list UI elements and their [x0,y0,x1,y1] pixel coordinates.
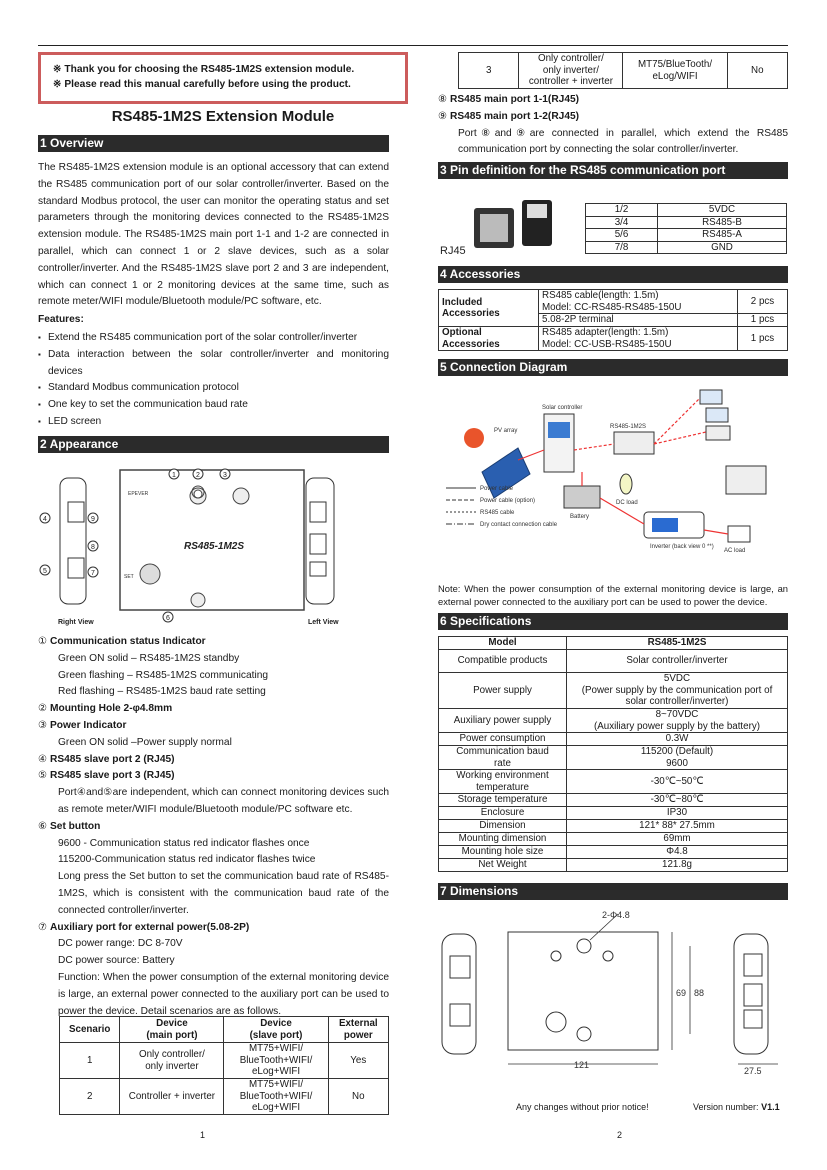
feature-item: ▪ One key to set the communication baud rate [38,397,389,414]
item-line: Port⑧and⑨are connected in parallel, which extend the RS485 communication port by connecting the solar controller/inverter. [458,127,788,156]
spec-label: Dimension [439,820,567,833]
accessory-qty: 1 pcs [738,327,788,351]
specifications-table [438,636,788,872]
scenario-cell: MT75+WIFI/ BlueTooth+WIFI/ eLog+WIFI [224,1043,328,1079]
battery-label: Battery [570,514,590,520]
version-info [693,1102,780,1112]
spec-label: Storage temperature [439,794,567,807]
top-rule [38,45,788,46]
spec-value: Φ4.8 [567,846,788,859]
scenario-header: Device (main port) [120,1017,224,1043]
dim-right-side [442,934,476,1054]
dc-load-label: DC load [616,500,638,506]
right-view-label: Right View [58,619,94,626]
pin-cell: 5VDC [658,204,787,217]
item-title: Mounting Hole 2-φ4.8mm [49,703,173,715]
solar-controller-label: Solar controller [542,405,583,411]
item-line: DC power range: DC 8-70V [58,938,183,950]
version-label: Version number: [693,1102,759,1112]
scenario-cell: No [727,53,787,89]
dim-mount-hole-top [577,939,591,953]
spec-value: 115200 (Default) 9600 [567,746,788,770]
scenario-cell: 3 [459,53,519,89]
set-button-icon [140,564,160,584]
item-line: Red flashing – RS485-1M2S baud rate setting [58,686,266,698]
item-line: 115200-Communication status red indicator flashes twice [58,854,316,866]
spec-value: 8~70VDC (Auxiliary power supply by the battery) [567,709,788,733]
scenario-cell: 2 [60,1079,120,1115]
document-title: RS485-1M2S Extension Module [111,108,335,125]
scenario-cell: No [328,1079,388,1115]
pin-cell: GND [658,241,787,254]
legend-label: RS485 cable [480,510,515,516]
section-specifications-heading: 6 Specifications [438,613,788,630]
spec-label: Net Weight [439,859,567,872]
page-number-2: 2 [617,1130,623,1140]
item-num: ① [38,636,48,647]
item-line: Green flashing – RS485-1M2S communicating [58,669,269,681]
rj45-label: RJ45 [440,245,466,257]
scenario-header: Device (slave port) [224,1017,328,1043]
item-title: Communication status Indicator [49,636,206,647]
scenario-table-part1 [59,1016,389,1115]
spec-value: 5VDC (Power supply by the communication port of solar controller/inverter) [567,673,788,709]
pin-cell: 1/2 [586,204,658,217]
dim-hole-label: 2-Φ4.8 [602,910,630,920]
callout-9: 9 [91,516,95,523]
mounting-hole-icon [191,593,205,607]
spec-value: 121.8g [567,859,788,872]
spec-label: Power consumption [439,733,567,746]
pc-icon [706,426,730,440]
section-pin-heading: 3 Pin definition for the RS485 communication port [438,162,788,179]
accessory-qty: 2 pcs [738,290,788,314]
feature-item: ▪ Extend the RS485 communication port of the solar controller/inverter [38,330,389,347]
callout-6: 6 [166,615,170,622]
module-label: RS485-1M2S [610,424,647,430]
accessory-item: 5.08-2P terminal [539,314,738,327]
dim-mount-hole-bottom [577,1027,591,1041]
section-accessories-heading: 4 Accessories [438,266,788,283]
item-num: ⑧ [438,94,448,105]
battery-icon [564,486,600,508]
legend-label: Power cable (option) [480,498,536,504]
item-num: ④ [38,753,48,765]
port-8-icon [310,502,326,522]
power-indicator-icon [233,488,249,504]
dim-width-label: 121 [574,1060,590,1070]
item-num: ⑤ [38,770,48,782]
item-line: Green ON solid –Power supply normal [58,736,232,748]
item-line: Long press the Set button to set the communication baud rate of RS485-1M2S, which is consistent with the communication baud rate of the connected controller/inverter. [58,871,389,916]
scenario-header: External power [328,1017,388,1043]
spec-label: Compatible products [439,650,567,673]
item-main-ports [438,92,788,159]
brand-logo: EPEVER [128,491,149,497]
legend-label: Dry contact connection cable [480,522,558,528]
callout-7: 7 [91,570,95,577]
rs485-module-icon [614,432,654,454]
version-number: V1.1 [761,1102,780,1112]
item-num: ③ [38,719,48,731]
features-list [38,330,389,431]
feature-item: ▪ LED screen [38,414,389,431]
spec-value: -30℃~50℃ [567,770,788,794]
ac-load-label: AC load [724,548,746,554]
spec-value: Solar controller/inverter [567,650,788,673]
accessory-qty: 1 pcs [738,314,788,327]
item-num: ⑦ [38,921,48,933]
ac-load-icon [728,526,750,542]
legend-label: Power cable [480,486,514,492]
set-label: SET [124,574,134,580]
section-dimensions-heading: 7 Dimensions [438,883,788,900]
change-notice: Any changes without prior notice! [516,1102,649,1112]
spec-label: Mounting dimension [439,833,567,846]
connection-diagram [438,380,788,576]
item-title: Set button [49,820,101,832]
item-line: Green ON solid – RS485-1M2S standby [58,652,240,664]
spec-value: 69mm [567,833,788,846]
feature-item: ▪ Standard Modbus communication protocol [38,380,389,397]
optional-label: Optional Accessories [439,327,539,351]
bluetooth-device-icon [706,408,728,422]
pin-cell: RS485-A [658,229,787,242]
section-appearance-heading: 2 Appearance [38,436,389,453]
right-view-side [60,478,86,604]
item-num: ⑥ [38,820,48,832]
accessory-item: RS485 adapter(length: 1.5m) Model: CC-USB-RS485-150U [539,327,738,351]
callout-1: 1 [172,472,176,479]
callout-4: 4 [43,516,47,523]
port-4-icon [68,502,84,522]
accessories-table [438,289,788,351]
callout-2: 2 [196,472,200,479]
scenario-cell: Yes [328,1043,388,1079]
scenario-cell: Controller + inverter [120,1079,224,1115]
scenario-header: Scenario [60,1017,120,1043]
item-title: RS485 slave port 3 (RJ45) [49,770,175,782]
spec-value: 121* 88* 27.5mm [567,820,788,833]
callout-8: 8 [91,544,95,551]
left-view-label: Left View [308,619,339,626]
spec-label: Mounting hole size [439,846,567,859]
page-number-1: 1 [200,1130,206,1140]
inverter-label: Inverter (back view 0 **) [650,544,714,550]
item-line: Function: When the power consumption of the external monitoring device is large, an external power connected to the auxiliary port can be used to power the device. Detail scenarios are as follows. [58,971,389,1017]
pv-label: PV array [494,428,518,434]
spec-label: Communication baud rate [439,746,567,770]
connection-note: Note: When the power consumption of the external monitoring device is large, an external power connected to the auxiliary port can be used to power the device. [438,583,788,607]
scenario-cell: MT75/BlueTooth/ eLog/WIFI [623,53,727,89]
item-num: ② [38,703,48,715]
item-title: Auxiliary port for external power(5.08-2P) [49,921,250,933]
spec-value: RS485-1M2S [567,637,788,650]
wifi-device-icon [700,390,722,404]
dc-load-icon [620,474,632,494]
accessory-item: RS485 cable(length: 1.5m) Model: CC-RS485-RS485-150U [539,290,738,314]
scenario-cell: MT75+WIFI/ BlueTooth+WIFI/ eLog+WIFI [224,1079,328,1115]
section-connection-heading: 5 Connection Diagram [438,359,788,376]
item-line: Port④and⑤are independent, which can connect monitoring devices such as remote meter/WIFI module/Bluetooth module/PC software etc. [58,787,389,815]
spec-label: Enclosure [439,807,567,820]
module-model-label: RS485-1M2S [184,541,245,552]
pin-table [585,203,787,254]
notice-line-1: ※ Thank you for choosing the RS485-1M2S extension module. [53,62,393,77]
dimensions-figure [438,904,788,1076]
spec-label: Model [439,637,567,650]
item-communication-indicator [38,634,389,1020]
aux-port-icon [310,562,326,576]
port-9-icon [310,534,326,554]
item-title: RS485 slave port 2 (RJ45) [49,753,175,765]
rj45-figure [438,190,578,258]
item-line: 9600 - Communication status red indicator flashes once [58,837,310,849]
scenario-cell: 1 [60,1043,120,1079]
spec-label: Power supply [439,673,567,709]
dim-height-label: 88 [694,988,705,998]
feature-item: ▪ Data interaction between the solar controller/inverter and monitoring devices [38,347,389,381]
item-title: Power Indicator [49,719,127,731]
dim-depth-label: 27.5 [744,1066,762,1076]
included-label: Included Accessories [439,290,539,327]
item-title: RS485 main port 1-2(RJ45) [449,110,580,122]
item-title: RS485 main port 1-1(RJ45) [449,94,580,105]
notice-line-2: ※ Please read this manual carefully before using the product. [53,77,393,92]
scenario-cell: Only controller/ only inverter [120,1043,224,1079]
scenario-table-part2 [458,52,788,89]
notice-box [38,52,408,104]
dim-mount-label: 69 [676,988,687,998]
port-5-icon [68,558,84,578]
pin-cell: RS485-B [658,216,787,229]
spec-label: Auxiliary power supply [439,709,567,733]
callout-5: 5 [43,568,47,575]
pin-cell: 7/8 [586,241,658,254]
pin-cell: 5/6 [586,229,658,242]
scenario-cell: Only controller/ only inverter/ controller + inverter [519,53,623,89]
callout-3: 3 [223,472,227,479]
overview-paragraph: The RS485-1M2S extension module is an optional accessory that can extend the RS485 communication port of our solar controller/inverter. Based on the standard Modbus protocol, the user can monitor the operating status and set parameters through the monitoring devices connected to the RS485-1M2S extension module. The RS485-1M2S main port 1-1 and 1-2 are connected in parallel, which can connect 1 or 2 slave devices, such as a solar controller/inverter. And the RS485-1M2S slave port 2 and 3 are independent, which can connect 1 or 2 monitoring devices at the same time, such as remote meter/WIFI module/Bluetooth module/PC software, etc. [38,162,389,308]
item-line: DC power source: Battery [58,955,175,967]
spec-value: -30℃~80℃ [567,794,788,807]
item-num: ⑨ [438,110,448,122]
sun-icon [464,428,484,448]
remote-meter-icon [726,466,766,494]
appearance-figure [38,462,389,630]
pin-cell: 3/4 [586,216,658,229]
spec-value: 0.3W [567,733,788,746]
spec-value: IP30 [567,807,788,820]
features-heading: Features: [38,314,84,325]
spec-label: Working environment temperature [439,770,567,794]
section-overview-heading: 1 Overview [38,135,389,152]
